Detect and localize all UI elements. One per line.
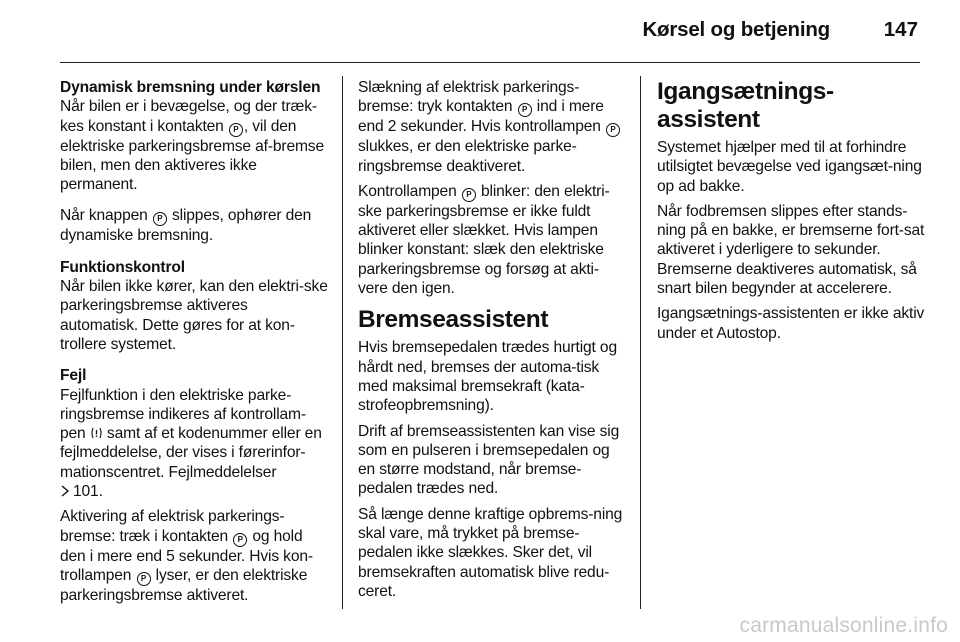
paragraph <box>60 366 328 501</box>
paragraph <box>358 78 626 176</box>
paragraph: Så længe denne kraftige opbrems-ning skal vare, må trykket på bremse-pedalen ikke slækkes. Sker det, vil bremsekraften automatisk blive redu-ceret. <box>358 505 623 600</box>
paragraph: Igangsætnings-assistenten er ikke aktiv under et Autostop. <box>657 305 925 342</box>
text: Kontrollampen <box>358 182 461 200</box>
paragraph <box>60 507 328 605</box>
text: og hold den i mere end 5 sekunder. Hvis kon-trollampen <box>60 527 313 584</box>
text: Når bilen ikke kører, kan den elektri-ske parkeringsbremse aktiveres automatisk. Dette gøres for at kon-trollere systemet. <box>60 278 328 353</box>
paragraph <box>60 206 328 245</box>
page-title: Kørsel og betjening <box>642 18 830 41</box>
text: Når knappen <box>60 207 152 225</box>
parking-brake-icon: P <box>233 533 247 547</box>
parking-brake-icon: P <box>606 123 620 137</box>
reference-arrow-icon <box>60 485 70 497</box>
header-divider <box>60 62 920 63</box>
page-number: 147 <box>883 18 918 41</box>
text: blinker: den elektri-ske parkeringsbremse er ikke fuldt aktiveret eller slækket. Hvis lampen blinker konstant: slæk den elektriske parkeringsbremse og forsøg at akti-vere den igen. <box>358 182 610 298</box>
subheading: Fejl <box>60 367 87 385</box>
text: Når bilen er i bevægelse, og der træk-kes konstant i kontakten <box>60 98 317 135</box>
page-reference: 101. <box>73 483 103 501</box>
watermark: carmanualsonline.info <box>739 614 948 637</box>
text: Fejlfunktion i den elektriske parke-ringsbremse indikeres af kontrollam-pen <box>60 386 306 443</box>
section-heading: Igangsætnings-assistent <box>657 78 834 133</box>
parking-brake-icon: P <box>462 188 476 202</box>
paragraph <box>60 78 328 194</box>
subheading: Dynamisk bremsning under kørslen <box>60 79 321 96</box>
paragraph <box>358 182 626 298</box>
subheading: Funktionskontrol <box>60 258 185 276</box>
parking-brake-icon: P <box>137 572 151 586</box>
paragraph: Når fodbremsen slippes efter stands-ning på en bakke, er bremserne fort-sat aktiveret i yderligere to sekunder. Bremserne deaktiveres automatisk, så snart bilen begynder at accelerere. <box>657 202 925 298</box>
parking-brake-icon: P <box>518 103 532 117</box>
text: slippes, ophører den dynamiske bremsning. <box>60 207 312 245</box>
column-right <box>657 78 925 349</box>
text: Slækning af elektrisk parkerings-bremse: tryk kontakten <box>358 79 580 116</box>
text: ind i mere end 2 sekunder. Hvis kontrollampen <box>358 98 605 136</box>
parking-brake-icon: P <box>153 212 167 226</box>
text: slukkes, er den elektriske parke-ringsbremse deaktiveret. <box>358 138 577 175</box>
paragraph: Systemet hjælper med til at forhindre utilsigtet bevægelse ved igangsæt-ning op ad bakke. <box>657 139 922 195</box>
text: samt af et kodenummer eller en fejlmeddelelse, der vises i førerinfor-mationscentret. Fejlmeddelelser <box>60 425 322 481</box>
section-heading: Bremseassistent <box>358 306 549 334</box>
text: lyser, er den elektriske parkeringsbremse aktiveret. <box>60 566 308 604</box>
parking-brake-icon: P <box>229 123 243 137</box>
paragraph: Drift af bremseassistenten kan vise sig som en pulseren i bremsepedalen og en større modstand, når bremse-pedalen trædes ned. <box>358 422 620 498</box>
column-divider <box>342 76 343 609</box>
paragraph: Hvis bremsepedalen trædes hurtigt og hårdt ned, bremses der automa-tisk med maksimal bremsekraft (kata-strofeopbremsning). <box>358 339 617 415</box>
column-divider <box>640 76 641 609</box>
text: Aktivering af elektrisk parkerings-bremse: træk i kontakten <box>60 508 285 545</box>
column-left <box>60 78 328 611</box>
page-header <box>0 0 960 60</box>
brake-warning-icon <box>91 427 102 439</box>
text: , vil den elektriske parkeringsbremse af-bremse bilen, men den aktiveres ikke permanent. <box>60 117 324 194</box>
column-middle <box>358 78 626 607</box>
paragraph <box>60 258 328 354</box>
